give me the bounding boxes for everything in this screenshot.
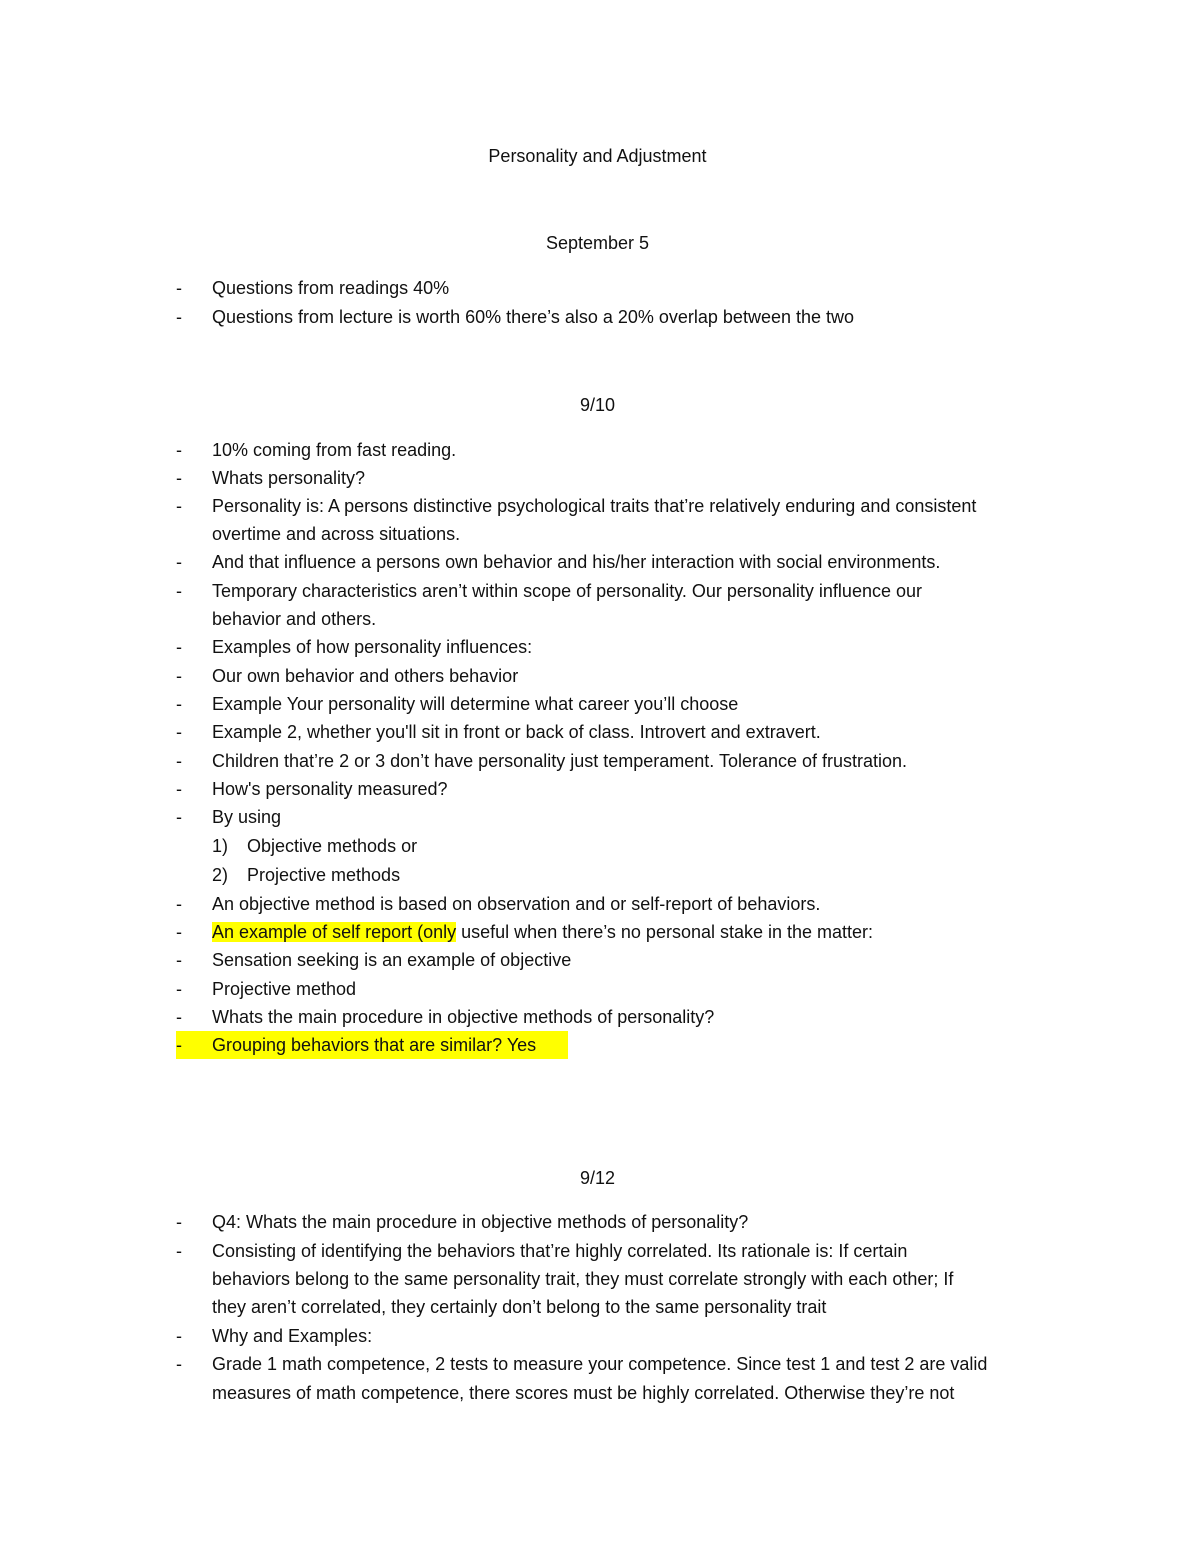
- bullet-dash: -: [176, 922, 182, 942]
- list-item: - Example Your personality will determine what career you’ll choose: [0, 690, 1200, 718]
- bullet-dash: -: [176, 496, 182, 516]
- item-number: 2): [212, 865, 229, 885]
- list-item-continuation: behaviors belong to the same personality trait, they must correlate strongly with each other; If: [212, 1269, 954, 1289]
- bullet-dash: -: [176, 1326, 182, 1346]
- section-heading-sept-5: September 5: [545, 233, 650, 253]
- bullet-dash: -: [176, 779, 182, 799]
- list-item: - Whats the main procedure in objective methods of personality?: [0, 1003, 1200, 1031]
- bullet-dash: -: [176, 1241, 182, 1261]
- bullet-dash: -: [176, 722, 182, 742]
- list-item: - Our own behavior and others behavior: [0, 662, 1200, 690]
- list-item: - Consisting of identifying the behaviors that’re highly correlated. Its rationale is: If certain: [0, 1237, 1200, 1265]
- bullet-dash: -: [176, 581, 182, 601]
- section-heading-9-12: 9/12: [579, 1168, 616, 1188]
- list-item: - 10% coming from fast reading.: [0, 436, 1200, 464]
- bullet-dash: -: [176, 1212, 182, 1232]
- list-item-highlighted: - Grouping behaviors that are similar? Yes: [0, 1031, 1200, 1059]
- bullet-dash: -: [176, 307, 182, 327]
- numbered-item: 1) Objective methods or: [0, 832, 1200, 860]
- bullet-dash: -: [176, 440, 182, 460]
- document-title: Personality and Adjustment: [488, 146, 707, 166]
- list-item: - Children that’re 2 or 3 don’t have personality just temperament. Tolerance of frustration.: [0, 747, 1200, 775]
- list-item: - An example of self report (only useful when there’s no personal stake in the matter:: [0, 918, 1200, 946]
- list-item-continuation: overtime and across situations.: [212, 524, 461, 544]
- list-item-continuation: they aren’t correlated, they certainly don’t belong to the same personality trait: [212, 1297, 827, 1317]
- bullet-dash: -: [176, 552, 182, 572]
- list-item: - Questions from lecture is worth 60% there’s also a 20% overlap between the two: [0, 303, 1200, 331]
- highlighted-text: An example of self report (only: [212, 922, 457, 942]
- bullet-dash: -: [176, 278, 182, 298]
- list-item: - Q4: Whats the main procedure in objective methods of personality?: [0, 1208, 1200, 1236]
- list-item: - Examples of how personality influences:: [0, 633, 1200, 661]
- list-item: - Personality is: A persons distinctive psychological traits that’re relatively enduring and consistent: [0, 492, 1200, 520]
- list-item: - By using: [0, 803, 1200, 831]
- list-item: - Questions from readings 40%: [0, 274, 1200, 302]
- numbered-item: 2) Projective methods: [0, 861, 1200, 889]
- bullet-dash: -: [176, 666, 182, 686]
- list-item: - Temporary characteristics aren’t within scope of personality. Our personality influence our: [0, 577, 1200, 605]
- bullet-dash: -: [176, 1035, 182, 1055]
- bullet-dash: -: [176, 807, 182, 827]
- bullet-dash: -: [176, 979, 182, 999]
- list-item: - How's personality measured?: [0, 775, 1200, 803]
- bullet-dash: -: [176, 637, 182, 657]
- list-item-continuation: measures of math competence, there scores must be highly correlated. Otherwise they’re not: [212, 1383, 955, 1403]
- bullet-dash: -: [176, 894, 182, 914]
- list-item: - Whats personality?: [0, 464, 1200, 492]
- list-item: - Grade 1 math competence, 2 tests to measure your competence. Since test 1 and test 2 are valid: [0, 1350, 1200, 1378]
- list-item: - Sensation seeking is an example of objective: [0, 946, 1200, 974]
- section-heading-9-10: 9/10: [579, 395, 616, 415]
- list-item: - Why and Examples:: [0, 1322, 1200, 1350]
- bullet-dash: -: [176, 1007, 182, 1027]
- bullet-dash: -: [176, 468, 182, 488]
- bullet-dash: -: [176, 751, 182, 771]
- bullet-dash: -: [176, 694, 182, 714]
- item-number: 1): [212, 836, 229, 856]
- list-item: - Example 2, whether you'll sit in front or back of class. Introvert and extravert.: [0, 718, 1200, 746]
- bullet-dash: -: [176, 950, 182, 970]
- list-item: - An objective method is based on observation and or self-report of behaviors.: [0, 890, 1200, 918]
- bullet-dash: -: [176, 1354, 182, 1374]
- list-item: - And that influence a persons own behavior and his/her interaction with social environments.: [0, 548, 1200, 576]
- list-item: - Projective method: [0, 975, 1200, 1003]
- list-item-continuation: behavior and others.: [212, 609, 377, 629]
